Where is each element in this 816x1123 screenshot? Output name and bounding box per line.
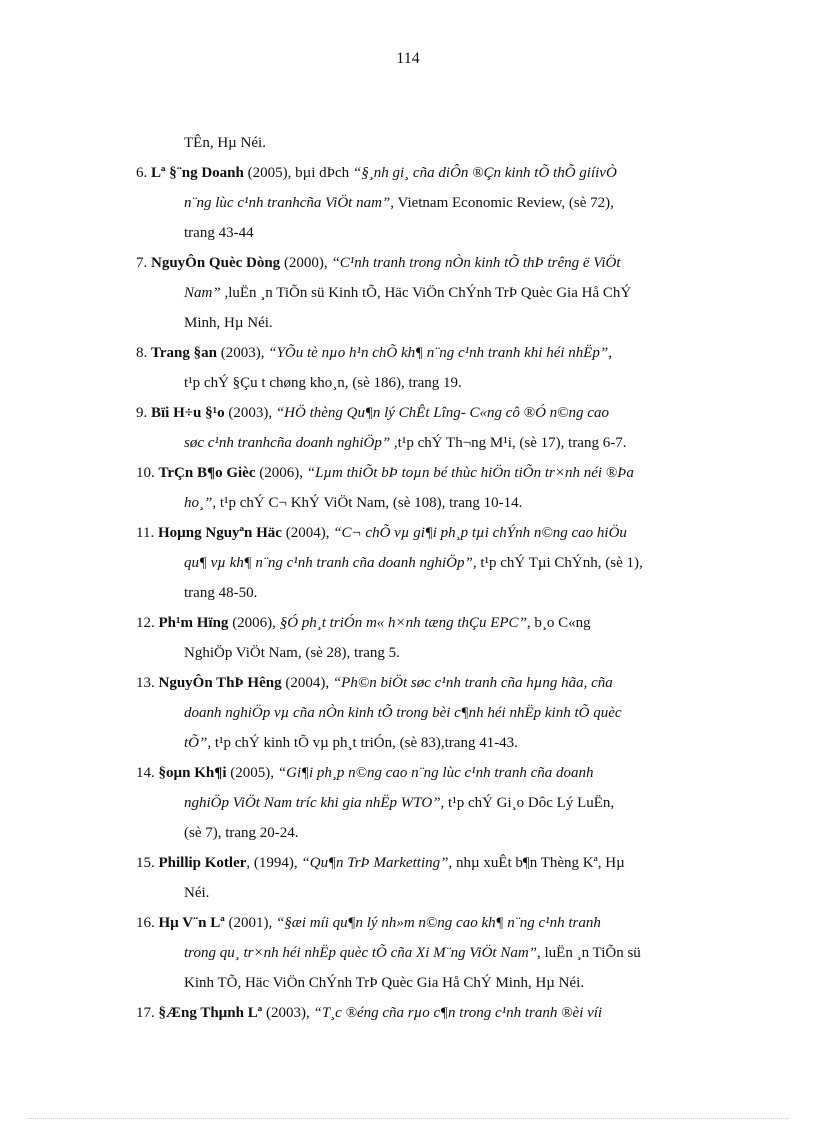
reference-line bbox=[136, 488, 748, 518]
reference-line bbox=[136, 968, 748, 998]
reference-line bbox=[136, 548, 748, 578]
reference-text: (2000), bbox=[280, 255, 332, 271]
reference-author: §Æng Thµnh Lª bbox=[158, 1005, 263, 1021]
reference-text: , t¹p chÝ Tµi ChÝnh, (sè 1), bbox=[472, 555, 643, 571]
reference-text: (2001), bbox=[224, 915, 276, 931]
reference-line bbox=[136, 218, 748, 248]
reference-line bbox=[136, 128, 748, 158]
reference-text: (2003), bbox=[224, 405, 276, 421]
reference-title: “YÕu tè nµo h¹n chÕ kh¶ n¨ng c¹nh tranh khi héi nhËp” bbox=[268, 345, 609, 361]
reference-line bbox=[136, 848, 748, 878]
reference-text: (2006), bbox=[228, 615, 280, 631]
reference-text: 9. bbox=[136, 405, 151, 421]
reference-entry bbox=[136, 848, 748, 908]
reference-title: n¨ng lùc c¹nh tranhcña ViÖt nam” bbox=[184, 195, 391, 211]
reference-entry bbox=[136, 248, 748, 338]
reference-entry bbox=[136, 668, 748, 758]
reference-text: (sè 7), trang 20-24. bbox=[184, 825, 299, 841]
reference-line bbox=[136, 608, 748, 638]
reference-line bbox=[136, 578, 748, 608]
reference-line bbox=[136, 428, 748, 458]
reference-author: Hµ V¨n Lª bbox=[158, 915, 225, 931]
reference-title: “C¬ chÕ vµ gi¶i ph¸p tµi chÝnh n©ng cao hiÖu bbox=[333, 525, 627, 541]
reference-title: tÕ”, bbox=[184, 735, 212, 751]
reference-text: 10. bbox=[136, 465, 159, 481]
reference-title: trong qu¸ tr×nh héi nhËp quèc tÕ cña Xi M¨ng ViÖt Nam” bbox=[184, 945, 537, 961]
reference-author: Lª §¨ng Doanh bbox=[151, 165, 244, 181]
reference-line bbox=[136, 998, 748, 1028]
reference-author: NguyÔn ThÞ Hêng bbox=[158, 675, 282, 691]
reference-text: 7. bbox=[136, 255, 151, 271]
reference-line bbox=[136, 668, 748, 698]
reference-line bbox=[136, 458, 748, 488]
reference-title: “T¸c ®éng cña rµo c¶n trong c¹nh tranh ®èi víi bbox=[313, 1005, 603, 1021]
reference-text: 14. bbox=[136, 765, 159, 781]
reference-title: “Qu¶n TrÞ Marketting” bbox=[301, 855, 449, 871]
reference-text: 11. bbox=[136, 525, 158, 541]
reference-author: §oµn Kh¶i bbox=[158, 765, 227, 781]
reference-text: , t¹p chÝ C¬ KhÝ ViÖt Nam, (sè 108), trang 10-14. bbox=[212, 495, 523, 511]
reference-line bbox=[136, 758, 748, 788]
reference-text: ,luËn ¸n TiÕn sü Kinh tÕ, Häc ViÖn ChÝnh TrÞ Quèc Gia Hå ChÝ bbox=[220, 285, 632, 301]
reference-line bbox=[136, 188, 748, 218]
page-bottom-rule bbox=[28, 1118, 788, 1119]
reference-entry bbox=[136, 998, 748, 1028]
reference-line bbox=[136, 878, 748, 908]
reference-text: 6. bbox=[136, 165, 151, 181]
reference-text: 16. bbox=[136, 915, 159, 931]
reference-title: “C¹nh tranh trong nÒn kinh tÕ thÞ trêng ë ViÖt bbox=[331, 255, 621, 271]
reference-text: Minh, Hµ Néi. bbox=[184, 315, 273, 331]
reference-text: (2003), bbox=[216, 345, 269, 361]
reference-list bbox=[136, 128, 748, 1028]
reference-author: Hoµng Nguyªn Häc bbox=[157, 525, 282, 541]
reference-title: “§¸nh gi¸ cña diÔn ®Çn kinh tÕ thÕ giíivÒ bbox=[352, 165, 617, 181]
reference-text: 15. bbox=[136, 855, 159, 871]
reference-text: ,t¹p chÝ Th¬ng M¹i, (sè 17), trang 6-7. bbox=[390, 435, 627, 451]
reference-text: 12. bbox=[136, 615, 159, 631]
reference-author: Trang §an bbox=[151, 345, 217, 361]
reference-text: , (1994), bbox=[246, 855, 302, 871]
reference-entry bbox=[136, 338, 748, 398]
reference-entry bbox=[136, 158, 748, 248]
reference-text: , bbox=[608, 345, 613, 361]
reference-line bbox=[136, 338, 748, 368]
reference-text: 17. bbox=[136, 1005, 159, 1021]
reference-text: trang 48-50. bbox=[184, 585, 258, 601]
reference-text: Kinh TÕ, Häc ViÖn ChÝnh TrÞ Quèc Gia Hå ChÝ Minh, Hµ Néi. bbox=[184, 975, 585, 991]
reference-line bbox=[136, 698, 748, 728]
reference-text: 8. bbox=[136, 345, 151, 361]
reference-text: Néi. bbox=[184, 885, 210, 901]
reference-line bbox=[136, 938, 748, 968]
reference-text: trang 43-44 bbox=[184, 225, 254, 241]
reference-author: Phillip Kotler bbox=[158, 855, 247, 871]
reference-author: TrÇn B¶o Gièc bbox=[158, 465, 256, 481]
reference-line bbox=[136, 308, 748, 338]
reference-line bbox=[136, 818, 748, 848]
reference-entry bbox=[136, 758, 748, 848]
reference-entry bbox=[136, 608, 748, 668]
reference-title: ho¸” bbox=[184, 495, 213, 511]
reference-text: , t¹p chÝ Gi¸o Dôc Lý LuËn, bbox=[440, 795, 615, 811]
reference-title: “Lµm thiÕt bÞ toµn bé thùc hiÖn tiÕn tr×nh néi ®Þa bbox=[306, 465, 634, 481]
reference-title: §Ó ph¸t triÓn m« h×nh tæng thÇu EPC” bbox=[279, 615, 527, 631]
reference-entry bbox=[136, 398, 748, 458]
reference-entry bbox=[136, 128, 748, 158]
reference-text: , nhµ xuÊt b¶n Thèng Kª, Hµ bbox=[448, 855, 625, 871]
reference-author: Ph¹m Hïng bbox=[158, 615, 229, 631]
reference-text: t¹p chÝ kinh tÕ vµ ph¸t triÓn, (sè 83),trang 41-43. bbox=[211, 735, 518, 751]
reference-line bbox=[136, 368, 748, 398]
reference-text: (2004), bbox=[281, 675, 333, 691]
reference-line bbox=[136, 638, 748, 668]
reference-title: doanh nghiÖp vµ cña nÒn kinh tÕ trong bèi c¶nh héi nhËp kinh tÕ quèc bbox=[184, 705, 622, 721]
reference-line bbox=[136, 788, 748, 818]
reference-text: (2006), bbox=[255, 465, 307, 481]
reference-entry bbox=[136, 458, 748, 518]
reference-text: (2004), bbox=[281, 525, 334, 541]
reference-text: 13. bbox=[136, 675, 159, 691]
reference-title: Nam” bbox=[184, 285, 221, 301]
reference-author: Bïi H÷u §¹o bbox=[151, 405, 225, 421]
reference-line bbox=[136, 278, 748, 308]
reference-line bbox=[136, 908, 748, 938]
reference-entry bbox=[136, 518, 748, 608]
reference-title: “§æi míi qu¶n lý nh»m n©ng cao kh¶ n¨ng c¹nh tranh bbox=[275, 915, 601, 931]
reference-line bbox=[136, 248, 748, 278]
reference-text: NghiÖp ViÖt Nam, (sè 28), trang 5. bbox=[184, 645, 400, 661]
reference-title: qu¶ vµ kh¶ n¨ng c¹nh tranh cña doanh nghiÖp” bbox=[184, 555, 473, 571]
reference-title: søc c¹nh tranhcña doanh nghiÖp” bbox=[184, 435, 391, 451]
reference-text: (2003), bbox=[262, 1005, 314, 1021]
reference-title: “Gi¶i ph¸p n©ng cao n¨ng lùc c¹nh tranh cña doanh bbox=[277, 765, 594, 781]
reference-entry bbox=[136, 908, 748, 998]
reference-line bbox=[136, 398, 748, 428]
reference-text: (2005), bµi dÞch bbox=[243, 165, 353, 181]
page-number: 114 bbox=[396, 50, 420, 67]
reference-title: “Ph©n biÖt søc c¹nh tranh cña hµng hãa, cña bbox=[332, 675, 613, 691]
reference-text: t¹p chÝ §Çu t chøng kho¸n, (sè 186), trang 19. bbox=[184, 375, 462, 391]
reference-line bbox=[136, 158, 748, 188]
reference-line bbox=[136, 728, 748, 758]
reference-text: , b¸o C«ng bbox=[526, 615, 591, 631]
reference-line bbox=[136, 518, 748, 548]
reference-text: , luËn ¸n TiÕn sü bbox=[537, 945, 641, 961]
reference-text: TÊn, Hµ Néi. bbox=[184, 135, 266, 151]
reference-title: nghiÖp ViÖt Nam tríc khi gia nhËp WTO” bbox=[184, 795, 441, 811]
reference-title: “HÖ thèng Qu¶n lý ChÊt Lîng- C«ng cô ®Ó n©ng cao bbox=[275, 405, 609, 421]
reference-text: (2005), bbox=[226, 765, 278, 781]
reference-text: , Vietnam Economic Review, (sè 72), bbox=[390, 195, 614, 211]
reference-author: NguyÔn Quèc Dòng bbox=[151, 255, 281, 271]
